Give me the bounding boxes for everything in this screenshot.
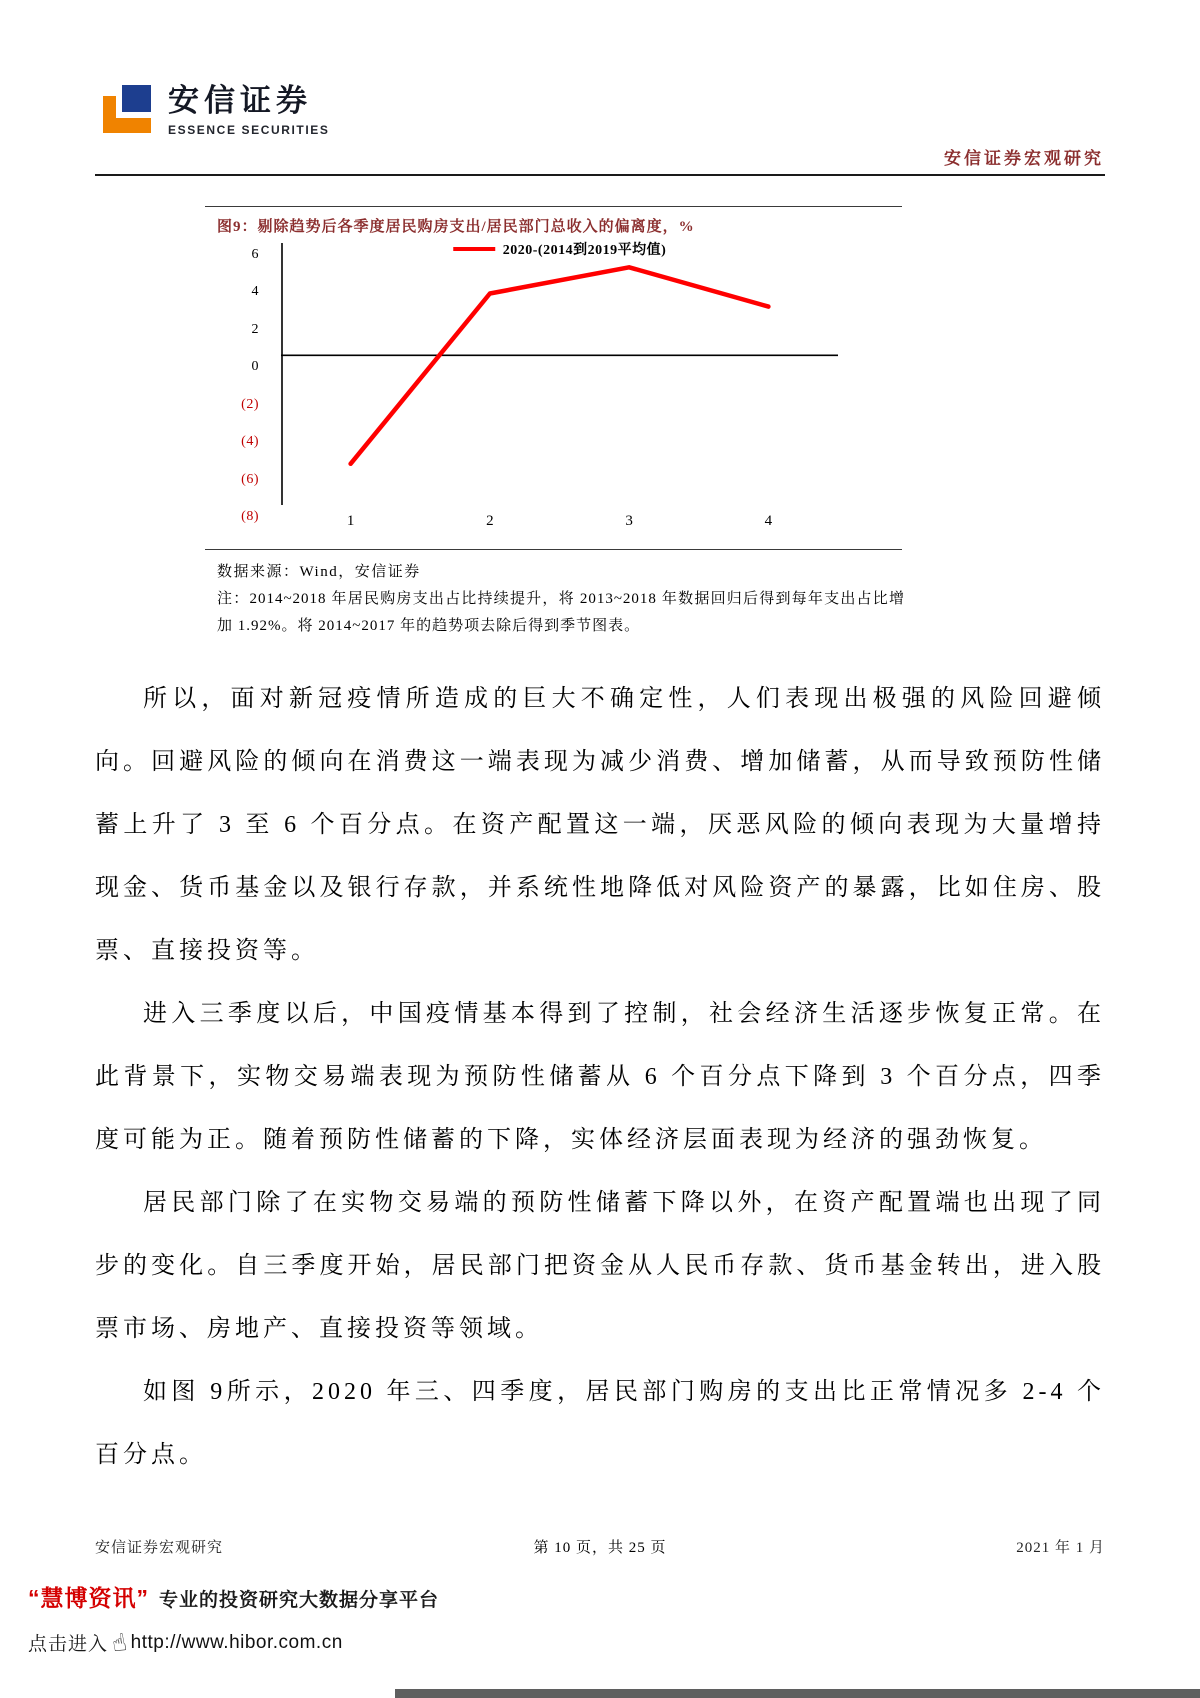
header-divider <box>95 174 1105 176</box>
y-axis-labels <box>217 247 275 524</box>
report-body <box>95 668 1105 1487</box>
hibor-brand: “慧博资讯” <box>28 1585 149 1611</box>
footer-page-number: 第 10 页，共 25 页 <box>533 1540 667 1556</box>
brand-header <box>98 80 330 138</box>
paragraph: 如图 9所示，2020 年三、四季度，居民部门购房的支出比正常情况多 2-4 个百分点。 <box>95 1379 1105 1468</box>
bottom-edge-bar <box>395 1689 1200 1698</box>
chart-title: 图9：剔除趋势后各季度居民购房支出/居民部门总收入的偏离度，% <box>217 219 695 235</box>
hibor-url-link[interactable]: http://www.hibor.com.cn <box>130 1631 343 1653</box>
figure-note: 注：2014~2018 年居民购房支出占比持续提升，将 2013~2018 年数据回归后得到每年支出占比增加 1.92%。将 2014~2017 年的趋势项去除后得到季节图表。 <box>217 591 905 634</box>
legend-line-sample <box>453 247 495 251</box>
figure-9 <box>205 206 902 550</box>
x-tick-label: 3 <box>625 513 633 529</box>
x-axis-labels <box>281 505 838 533</box>
data-source: 数据来源：Wind，安信证券 <box>217 564 421 580</box>
footer-date: 2021 年 1 月 <box>1016 1540 1105 1556</box>
footer-section: 安信证券宏观研究 <box>95 1540 224 1556</box>
legend-label: 2020-(2014到2019平均值) <box>502 243 667 258</box>
y-tick-label: (8) <box>241 509 259 524</box>
brand-name-en: ESSENCE SECURITIES <box>168 123 330 137</box>
y-tick-label: 2 <box>251 321 259 337</box>
page-footer <box>95 1536 1105 1557</box>
y-tick-label: 6 <box>251 247 259 262</box>
hibor-watermark <box>28 1580 439 1656</box>
brand-text <box>168 80 330 137</box>
hibor-tagline-row <box>28 1580 439 1613</box>
report-section-label: 安信证券宏观研究 <box>944 149 1104 168</box>
plot-area <box>281 243 838 505</box>
y-tick-label: 0 <box>251 359 259 375</box>
paragraph: 居民部门除了在实物交易端的预防性储蓄下降以外，在资产配置端也出现了同步的变化。自三季度开始，居民部门把资金从人民币存款、货币基金转出，进入股票市场、房地产、直接投资等领域。 <box>95 1190 1105 1342</box>
brand-name-cn: 安信证券 <box>168 83 312 118</box>
chart-legend <box>453 239 667 259</box>
chart-area <box>217 243 890 533</box>
y-tick-label: 4 <box>251 284 259 300</box>
hibor-link-row <box>28 1629 439 1656</box>
hand-cursor-icon: ☝ <box>109 1627 129 1658</box>
y-tick-label: (2) <box>241 396 259 412</box>
x-tick-label: 4 <box>764 513 773 529</box>
essence-securities-logo-icon <box>98 80 156 138</box>
y-tick-label: (6) <box>241 471 259 487</box>
x-tick-label: 2 <box>486 513 494 529</box>
y-tick-label: (4) <box>241 434 259 450</box>
hibor-tagline: 专业的投资研究大数据分享平台 <box>159 1590 440 1611</box>
paragraph: 所以，面对新冠疫情所造成的巨大不确定性，人们表现出极强的风险回避倾向。回避风险的倾向在消费这一端表现为减少消费、增加储蓄，从而导致预防性储蓄上升了 3 至 6 个百分点。在资产配置这一端，厌恶风险的倾向表现为大量增持现金、货币基金以及银行存款，并系统性地降低对风险资产的暴露，比如住房、股票、直接投资等。 <box>95 686 1105 964</box>
x-tick-label: 1 <box>346 513 355 529</box>
hibor-cta[interactable]: 点击进入 <box>28 1634 109 1655</box>
paragraph: 进入三季度以后，中国疫情基本得到了控制，社会经济生活逐步恢复正常。在此背景下，实物交易端表现为预防性储蓄从 6 个百分点下降到 3 个百分点，四季度可能为正。随着预防性储蓄的下降，实体经济层面表现为经济的强劲恢复。 <box>95 1001 1105 1153</box>
chart-canvas <box>281 243 838 505</box>
